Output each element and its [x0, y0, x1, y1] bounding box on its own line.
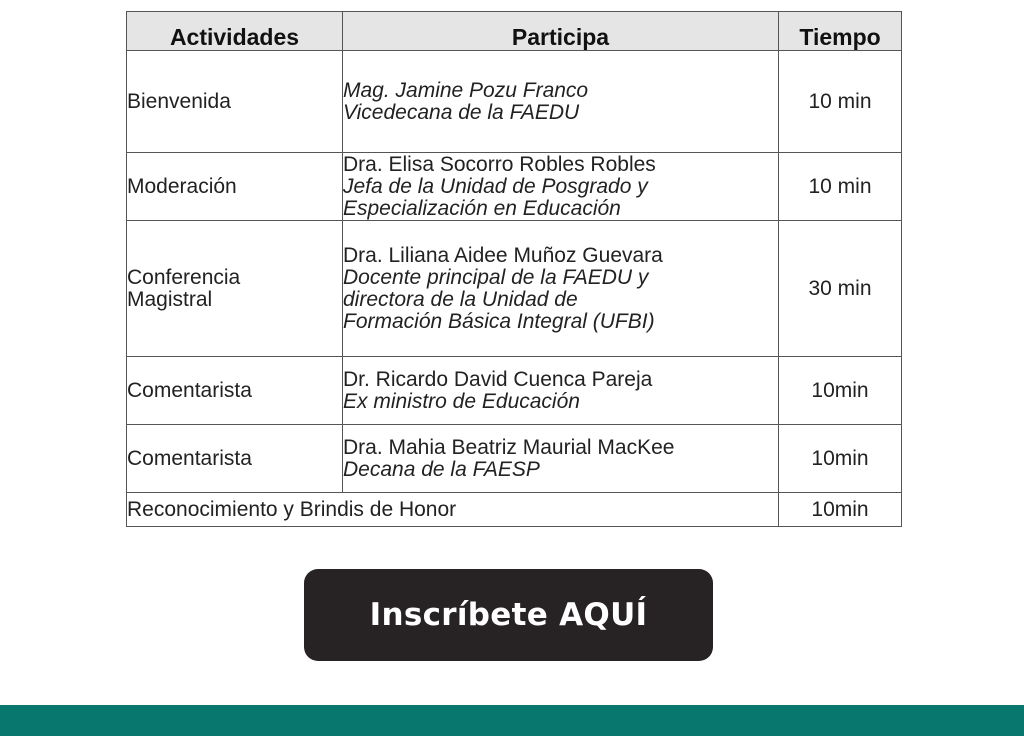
- participant-role-line: Decana de la FAESP: [343, 457, 540, 481]
- participant-name: Dra. Mahia Beatriz Maurial MacKee: [343, 435, 675, 459]
- participant-role-line: Mag. Jamine Pozu Franco: [343, 78, 589, 102]
- participant-cell: [343, 221, 779, 357]
- activity-line: Magistral: [127, 287, 213, 311]
- table-row: [127, 493, 902, 527]
- register-here-button[interactable]: Inscríbete AQUÍ: [304, 569, 713, 661]
- column-header-participant: Participa: [343, 12, 779, 51]
- time-cell: 10 min: [779, 153, 902, 221]
- participant-name: Dr. Ricardo David Cuenca Pareja: [343, 367, 653, 391]
- participant-role-line: Vicedecana de la FAEDU: [343, 100, 580, 124]
- participant-name: Dra. Liliana Aidee Muñoz Guevara: [343, 243, 663, 267]
- table-header-row: [127, 12, 902, 51]
- activity-cell: Comentarista: [127, 357, 343, 425]
- activity-cell: Moderación: [127, 153, 343, 221]
- participant-cell: [343, 153, 779, 221]
- column-header-time: Tiempo: [779, 12, 902, 51]
- column-header-activities: Actividades: [127, 12, 343, 51]
- participant-cell: [343, 51, 779, 153]
- participant-role-line: Formación Básica Integral (UFBI): [343, 309, 655, 333]
- activity-cell: Bienvenida: [127, 51, 343, 153]
- program-schedule-table: [126, 11, 902, 527]
- table-row: [127, 425, 902, 493]
- time-cell: 10 min: [779, 51, 902, 153]
- time-cell: 30 min: [779, 221, 902, 357]
- participant-cell: [343, 357, 779, 425]
- participant-role-line: Especialización en Educación: [343, 196, 621, 220]
- table-row: [127, 51, 902, 153]
- activity-line: Conferencia: [127, 265, 241, 289]
- participant-role-line: directora de la Unidad de: [343, 287, 578, 311]
- footer-band: [0, 705, 1024, 736]
- participant-role-line: Docente principal de la FAEDU y: [343, 265, 649, 289]
- participant-role-line: Ex ministro de Educación: [343, 389, 580, 413]
- participant-name: Dra. Elisa Socorro Robles Robles: [343, 152, 656, 176]
- table-row: [127, 357, 902, 425]
- activity-cell: Reconocimiento y Brindis de Honor: [127, 493, 779, 527]
- participant-cell: [343, 425, 779, 493]
- participant-role-line: Jefa de la Unidad de Posgrado y: [343, 174, 648, 198]
- time-cell: 10min: [779, 493, 902, 527]
- table-row: [127, 221, 902, 357]
- time-cell: 10min: [779, 425, 902, 493]
- table-row: [127, 153, 902, 221]
- activity-cell: Comentarista: [127, 425, 343, 493]
- activity-cell: [127, 221, 343, 357]
- time-cell: 10min: [779, 357, 902, 425]
